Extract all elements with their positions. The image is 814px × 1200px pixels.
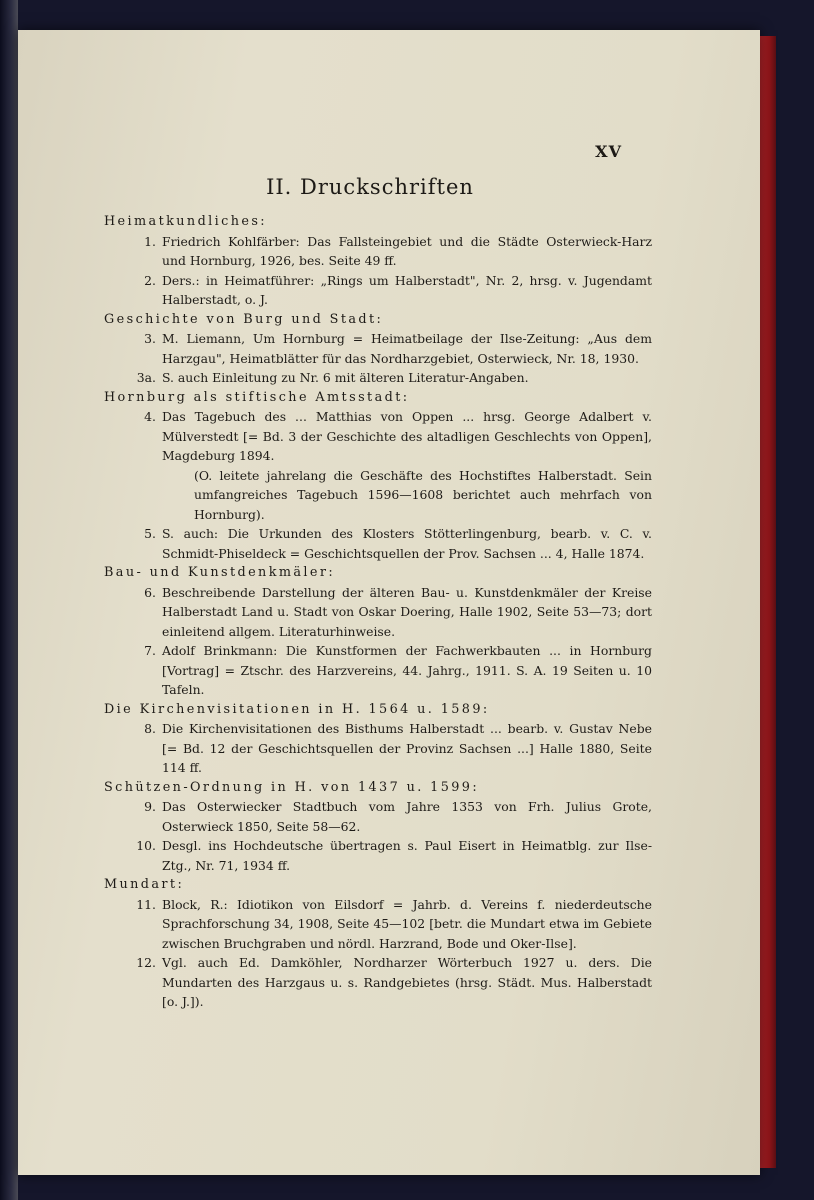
- entry-number: 2.: [144, 272, 156, 288]
- entry-note: (O. leitete jahrelang die Geschäfte des Hochstiftes Halberstadt. Sein umfangreiches Tagebuch 1596—1608 berichtet auch mehrfach von Hornburg).: [194, 467, 652, 522]
- book-cover-edge: [760, 36, 776, 1168]
- entry-text: Friedrich Kohlfärber: Das Fallsteingebiet und die Städte Osterwieck-Harz und Hornburg, 1926, bes. Seite 49 ff.: [162, 233, 652, 268]
- entry-text: Das Tagebuch des ... Matthias von Oppen ... hrsg. George Adalbert v. Mülverstedt [= Bd. 3 der Geschichte des altadligen Geschlechts von Oppen], Magdeburg 1894.: [162, 409, 652, 463]
- bibliography-entry: [104, 271, 652, 310]
- bibliography-content: [104, 212, 652, 1012]
- entry-text: Adolf Brinkmann: Die Kunstformen der Fachwerkbauten ... in Hornburg [Vortrag] = Ztschr. des Harzvereins, 44. Jahrg., 1911. S. A. 19 Seiten u. 10 Tafeln.: [162, 643, 652, 697]
- entry-number: 12.: [136, 955, 156, 970]
- entry-text: Beschreibende Darstellung der älteren Bau- u. Kunstdenkmäler der Kreise Halberstadt Land u. Stadt von Oskar Doering, Halle 1902, Seite 53—73; dort einleitend allgem. Literaturhinweise.: [162, 584, 652, 639]
- entry-number: 7.: [144, 643, 156, 658]
- section-title: Bau- und Kunstdenkmäler:: [104, 565, 336, 580]
- entry-number: 5.: [144, 526, 156, 541]
- book-spine: [0, 0, 18, 1200]
- entry-text: S. auch Einleitung zu Nr. 6 mit älteren Literatur-Angaben.: [162, 370, 529, 385]
- entry-text: M. Liemann, Um Hornburg = Heimatbeilage der Ilse-Zeitung: „Aus dem Harzgau", Heimatblätter für das Nordharzgebiet, Osterwieck, Nr. 18, 1930.: [162, 331, 652, 366]
- section-title: Hornburg als stiftische Amtsstadt:: [104, 389, 410, 405]
- bibliography-entry: [104, 641, 652, 700]
- page-heading: II. Druckschriften: [266, 175, 474, 199]
- bibliography-entry: [104, 953, 652, 1012]
- entry-number: 10.: [136, 838, 156, 853]
- bibliography-entry: [104, 895, 652, 954]
- bibliography-entry: [104, 797, 652, 836]
- entry-number: 9.: [144, 799, 156, 814]
- entry-number: 3a.: [136, 370, 156, 385]
- section-title: Mundart:: [104, 877, 185, 892]
- entry-number: 4.: [144, 409, 156, 424]
- bibliography-entry: [104, 719, 652, 778]
- page-number: XV: [595, 142, 622, 161]
- entry-text: Ders.: in Heimatführer: „Rings um Halberstadt", Nr. 2, hrsg. v. Jugendamt Halberstadt, o. J.: [162, 272, 652, 307]
- entry-text: Die Kirchenvisitationen des Bisthums Halberstadt ... bearb. v. Gustav Nebe [= Bd. 12 der Geschichtsquellen der Provinz Sachsen ...] Halle 1880, Seite 114 ff.: [162, 721, 652, 775]
- entry-text: Vgl. auch Ed. Damköhler, Nordharzer Wörterbuch 1927 u. ders. Die Mundarten des Harzgaus u. s. Randgebietes (hrsg. Städt. Mus. Halberstadt [o. J.]).: [162, 955, 652, 1009]
- bibliography-entry: [104, 407, 652, 466]
- entry-number: 11.: [136, 896, 156, 912]
- entry-text: Das Osterwiecker Stadtbuch vom Jahre 1353 von Frh. Julius Grote, Osterwieck 1850, Seite 58—62.: [162, 799, 652, 834]
- section-title: Geschichte von Burg und Stadt:: [104, 311, 384, 327]
- section-title: Heimatkundliches:: [104, 214, 268, 229]
- bibliography-entry: [104, 583, 652, 642]
- entry-text: Desgl. ins Hochdeutsche übertragen s. Paul Eisert in Heimatblg. zur Ilse-Ztg., Nr. 71, 1934 ff.: [162, 838, 652, 873]
- bibliography-entry: [104, 232, 652, 271]
- bibliography-entry: [104, 329, 652, 368]
- entry-number: 6.: [144, 584, 156, 600]
- section-title: Schützen-Ordnung in H. von 1437 u. 1599:: [104, 779, 480, 795]
- entry-number: 1.: [144, 233, 156, 249]
- book-page: [18, 30, 760, 1175]
- entry-text: S. auch: Die Urkunden des Klosters Stötterlingenburg, bearb. v. C. v. Schmidt-Phiseldeck = Geschichtsquellen der Prov. Sachsen ... 4, Halle 1874.: [162, 526, 652, 561]
- entry-number: 3.: [144, 331, 156, 346]
- section-title: Die Kirchenvisitationen in H. 1564 u. 1589:: [104, 701, 490, 717]
- entry-text: Block, R.: Idiotikon von Eilsdorf = Jahrb. d. Vereins f. niederdeutsche Sprachforschung 34, 1908, Seite 45—102 [betr. die Mundart etwa im Gebiete zwischen Bruchgraben und nördl. Harzrand, Bode und Oker-Ilse].: [162, 896, 652, 951]
- bibliography-entry: [104, 524, 652, 563]
- bibliography-entry: [104, 836, 652, 875]
- bibliography-entry: [104, 368, 652, 388]
- entry-number: 8.: [144, 721, 156, 736]
